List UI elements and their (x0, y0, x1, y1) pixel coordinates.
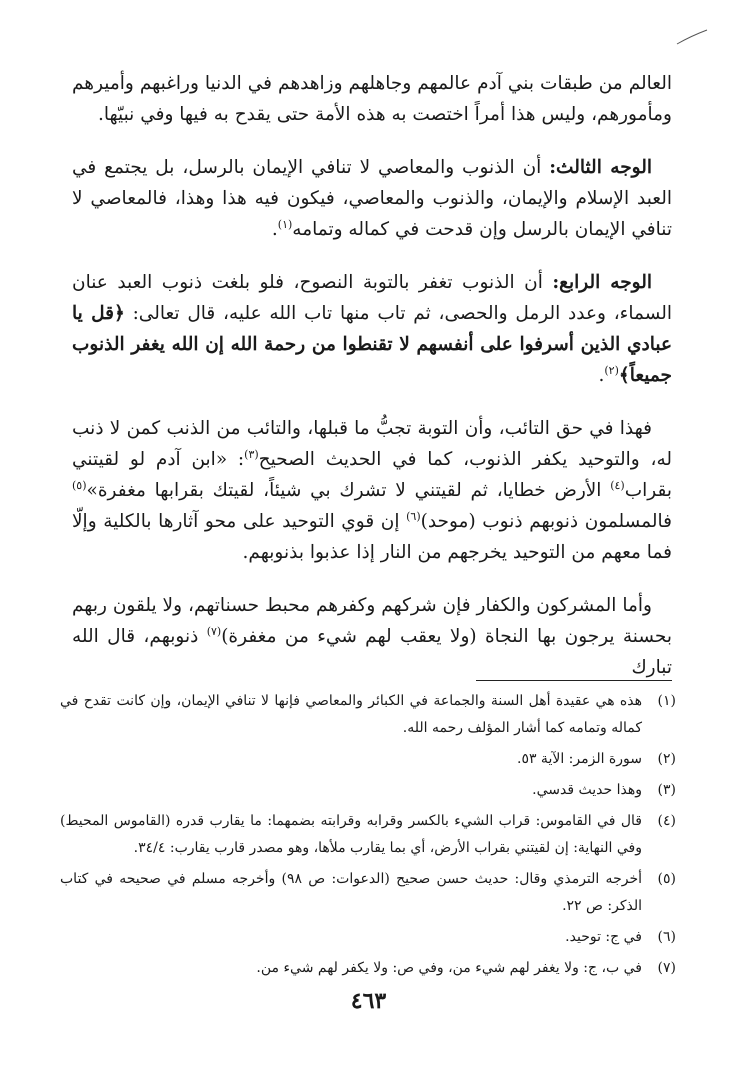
footnote-text: سورة الزمر: الآية ٥٣. (516, 751, 642, 767)
footnote (60, 746, 676, 773)
footnote-text: أخرجه الترمذي وقال: حديث حسن صحيح (الدعوات: ص ٩٨) وأخرجه مسلم في صحيحه في كتاب الذكر: ص ٢٢. (60, 871, 642, 914)
footnotes-list (60, 688, 676, 986)
page-number: ٤٦٣ (350, 988, 387, 1014)
footnote-ref: (٥) (72, 478, 87, 492)
footnote-text: في ب، ج: ولا يغفر لهم شيء من، وفي ص: ولا يكفر لهم شيء من. (256, 960, 642, 976)
footnote-ref: (٧) (206, 624, 222, 638)
paragraph (72, 267, 672, 391)
text-run: فالمسلمون ذنوبهم ذنوب (موحد) (420, 511, 672, 532)
text-run: أن الذنوب تغفر بالتوبة النصوح، فلو بلغت ذنوب العبد عنان السماء، وعدد الرمل والحصى، ثم تاب منها تاب الله عليه، قال تعالى: (72, 272, 672, 324)
text-run: . (271, 219, 278, 240)
footnote (60, 924, 676, 951)
footnote-ref: (٣) (244, 447, 259, 461)
paragraph (72, 68, 672, 130)
section-heading: الوجه الرابع: (552, 272, 653, 293)
footnote-number: (٦) (657, 929, 676, 945)
text-run: وأما المشركون والكفار فإن شركهم وكفرهم محبط حسناتهم، ولا يلقون ربهم بحسنة يرجون بها النجاة (ولا يعقب لهم شيء من مغفرة) (72, 595, 672, 647)
text-run: فهذا في حق التائب، وأن التوبة تجبُّ ما قبلها، والتائب من الذنب كمن لا ذنب له، والتوحيد يكفر الذنوب، كما في الحديث الصحيح (72, 418, 672, 470)
footnote-ref: (٤) (610, 478, 625, 492)
footnote-number: (٥) (657, 871, 676, 887)
footnote-ref: (٢) (604, 363, 619, 377)
footnote-text: في ج: توحيد. (565, 929, 642, 945)
text-run: العالم من طبقات بني آدم عالمهم وجاهلهم وزاهدهم في الدنيا وراغبهم وأميرهم ومأمورهم، وليس هذا أمراً اختصت به هذه الأمة حتى يقدح به فيها وفي نبيّها. (72, 73, 672, 125)
footnote-ref: (١) (277, 217, 293, 231)
footnote-number: (١) (657, 693, 676, 709)
footnote (60, 955, 676, 982)
text-run: : «ابن آدم لو لقيتني بقراب (72, 449, 672, 501)
section-heading: الوجه الثالث: (549, 157, 652, 178)
paragraph (72, 590, 672, 683)
footnote-text: قال في القاموس: قراب الشيء بالكسر وقرابه وقرابته بضمهما: ما يقارب قدره (القاموس المحيط) وفي النهاية: إن لقيتني بقراب الأرض، أي بما يقارب ملأها، وهو مصدر قارب يقارب: ٣٤/٤. (60, 813, 642, 856)
footnote-number: (٣) (657, 782, 676, 798)
text-run: . (598, 365, 605, 386)
text-run: الأرض خطايا، ثم لقيتني لا تشرك بي شيئاً، لقيتك بقرابها مغفرة» (86, 480, 611, 501)
footnote-text: هذه هي عقيدة أهل السنة والجماعة في الكبائر والمعاصي فإنها لا تنافي الإيمان، وإن كانت تقدح في كماله وتمامه كما أشار المؤلف رحمه الله. (60, 693, 642, 736)
text-run: ذنوبهم، قال الله تبارك (72, 626, 672, 678)
paragraph (72, 413, 672, 568)
footnote-divider (476, 680, 672, 681)
footnote (60, 688, 676, 742)
footnote-text: وهذا حديث قدسي. (532, 782, 642, 798)
footnote-number: (٧) (657, 960, 676, 976)
main-text (72, 68, 672, 705)
footnote-number: (٤) (657, 813, 676, 829)
footnote (60, 777, 676, 804)
footnote (60, 866, 676, 920)
pencil-mark (675, 28, 709, 48)
paragraph (72, 152, 672, 245)
footnote (60, 808, 676, 862)
text-run: أن الذنوب والمعاصي لا تنافي الإيمان بالرسل، بل يجتمع في العبد الإسلام والإيمان، والذنوب والمعاصي، فيكون فيه هذا وهذا، فالمعاصي لا تنافي الإيمان بالرسل وإن قدحت في كماله وتمامه (72, 157, 672, 240)
footnote-number: (٢) (657, 751, 676, 767)
text-run: إن قوي التوحيد على محو آثارها بالكلية وإلّا فما معهم من التوحيد يخرجهم من النار إذا عذبوا بذنوبهم. (72, 511, 672, 563)
footnote-ref: (٦) (406, 509, 421, 523)
quran-quote: ﴿قل يا عبادي الذين أسرفوا على أنفسهم لا تقنطوا من رحمة الله إن الله يغفر الذنوب جميعاً﴾ (72, 303, 672, 386)
